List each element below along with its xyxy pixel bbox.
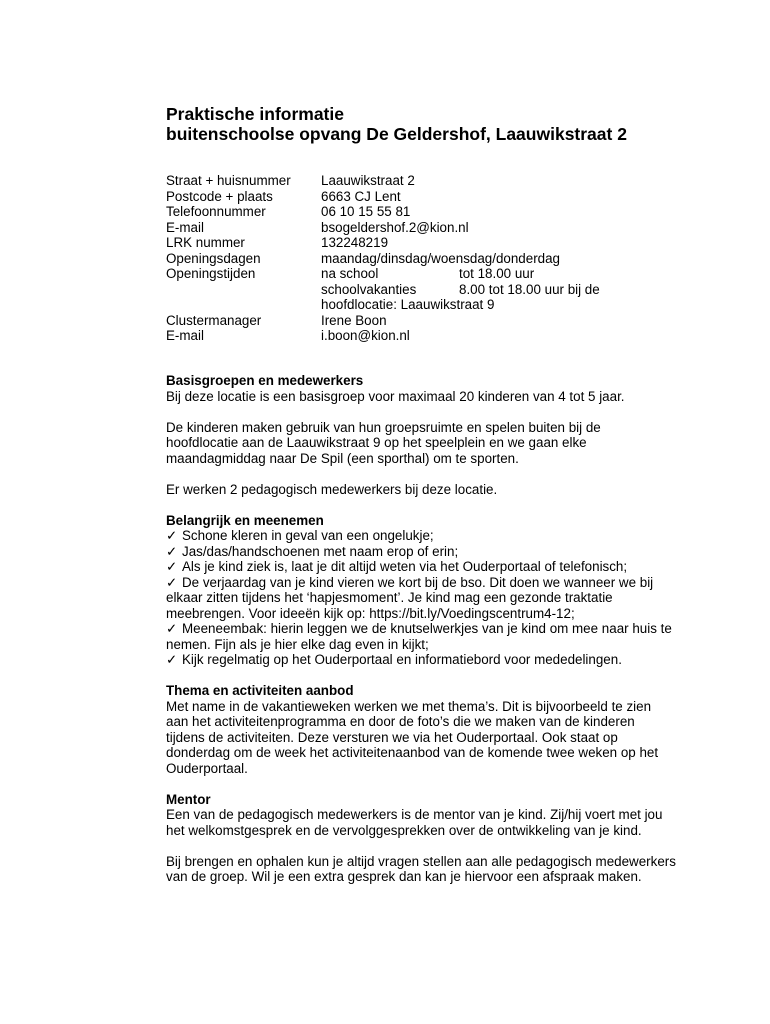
info-value: schoolvakanties <box>321 281 417 297</box>
info-value: hoofdlocatie: Laauwikstraat 9 <box>321 297 495 312</box>
paragraph: De kinderen maken gebruik van hun groepsruimte en spelen buiten bij de hoofdlocatie aan de Laauwikstraat 9 op het speelplein en we gaan elke maandagmiddag naar De Spil (een sporthal) om te sporten. <box>166 419 601 466</box>
section-heading: Thema en activiteiten aanbod <box>166 683 354 698</box>
checklist <box>166 528 676 668</box>
list-item-text: Schone kleren in geval van een ongelukje; <box>182 528 434 543</box>
checkmark-icon: ✓ <box>166 652 178 667</box>
checkmark-icon: ✓ <box>166 528 178 543</box>
checkmark-icon: ✓ <box>166 559 178 574</box>
info-value: 132248219 <box>321 235 389 250</box>
title-line-1: Praktische informatie <box>166 104 344 124</box>
checkmark-icon: ✓ <box>166 574 178 590</box>
info-label: Clustermanager <box>166 312 262 328</box>
list-item-text: Jas/das/handschoenen met naam erop of erin; <box>182 543 459 559</box>
info-value: i.boon@kion.nl <box>321 328 410 343</box>
info-label: Straat + huisnummer <box>166 173 291 188</box>
section-basisgroepen <box>166 373 676 497</box>
info-label: Postcode + plaats <box>166 188 273 204</box>
info-label: Openingsdagen <box>166 250 261 266</box>
section-thema <box>166 683 676 776</box>
section-meenemen <box>166 513 676 668</box>
list-item <box>166 652 676 668</box>
info-value: bsogeldershof.2@kion.nl <box>321 219 469 235</box>
info-value: Irene Boon <box>321 312 387 328</box>
section-heading: Mentor <box>166 791 211 807</box>
info-value: 6663 CJ Lent <box>321 188 401 204</box>
info-value: na school <box>321 266 379 281</box>
info-label: Telefoonnummer <box>166 204 266 219</box>
paragraph: Bij deze locatie is een basisgroep voor maximaal 20 kinderen van 4 tot 5 jaar. <box>166 388 625 404</box>
info-label: LRK nummer <box>166 235 245 250</box>
document-body <box>166 373 676 885</box>
info-label: E-mail <box>166 328 204 343</box>
section-mentor <box>166 792 676 885</box>
list-item-text: Kijk regelmatig op het Ouderportaal en informatiebord voor mededelingen. <box>182 652 622 667</box>
info-value-extra: 8.00 tot 18.00 uur bij de <box>459 281 600 297</box>
checkmark-icon: ✓ <box>166 543 178 559</box>
checkmark-icon: ✓ <box>166 621 178 636</box>
paragraph: Met name in de vakantieweken werken we met thema’s. Dit is bijvoorbeeld te zien aan het activiteitenprogramma en door de foto’s die we maken van de kinderen tijdens de activiteiten. Deze versturen we via het Ouderportaal. Ook staat op donderdag om de week het activiteitenaanbod van de komende twee weken op het Ouderportaal. <box>166 698 659 776</box>
title-line-2: buitenschoolse opvang De Geldershof, Laauwikstraat 2 <box>166 124 627 144</box>
list-item <box>166 544 676 560</box>
info-label: E-mail <box>166 219 204 235</box>
paragraph: Bij brengen en ophalen kun je altijd vragen stellen aan alle pedagogisch medewerkers van de groep. Wil je een extra gesprek dan kan je hiervoor een afspraak maken. <box>166 853 676 884</box>
list-item-text: De verjaardag van je kind vieren we kort bij de bso. Dit doen we wanneer we bij elkaar zitten tijdens het ‘hapjesmoment’. Je kind mag een gezonde traktatie meebrengen. Voor ideeën kijk op: https://bit.ly/Voedingscentrum4-12; <box>166 574 654 621</box>
info-value: Laauwikstraat 2 <box>321 173 415 188</box>
list-item-text: Als je kind ziek is, laat je dit altijd weten via het Ouderportaal of telefonisch; <box>182 559 628 574</box>
paragraph: Er werken 2 pedagogisch medewerkers bij deze locatie. <box>166 481 498 497</box>
list-item <box>166 559 676 575</box>
list-item-text: Meeneembak: hierin leggen we de knutselwerkjes van je kind om mee naar huis te nemen. Fijn als je hier elke dag even in kijkt; <box>166 621 672 652</box>
info-value: 06 10 15 55 81 <box>321 204 411 219</box>
info-value-extra: tot 18.00 uur <box>459 266 535 281</box>
list-item <box>166 528 676 544</box>
section-heading: Basisgroepen en medewerkers <box>166 373 364 388</box>
list-item <box>166 575 676 622</box>
paragraph: Een van de pedagogisch medewerkers is de mentor van je kind. Zij/hij voert met jou het welkomstgesprek en de vervolggesprekken over de ontwikkeling van je kind. <box>166 807 663 838</box>
info-label: Openingstijden <box>166 266 256 281</box>
section-heading: Belangrijk en meenemen <box>166 512 324 528</box>
page-title <box>166 104 627 144</box>
list-item <box>166 621 676 652</box>
info-value: maandag/dinsdag/woensdag/donderdag <box>321 250 560 266</box>
